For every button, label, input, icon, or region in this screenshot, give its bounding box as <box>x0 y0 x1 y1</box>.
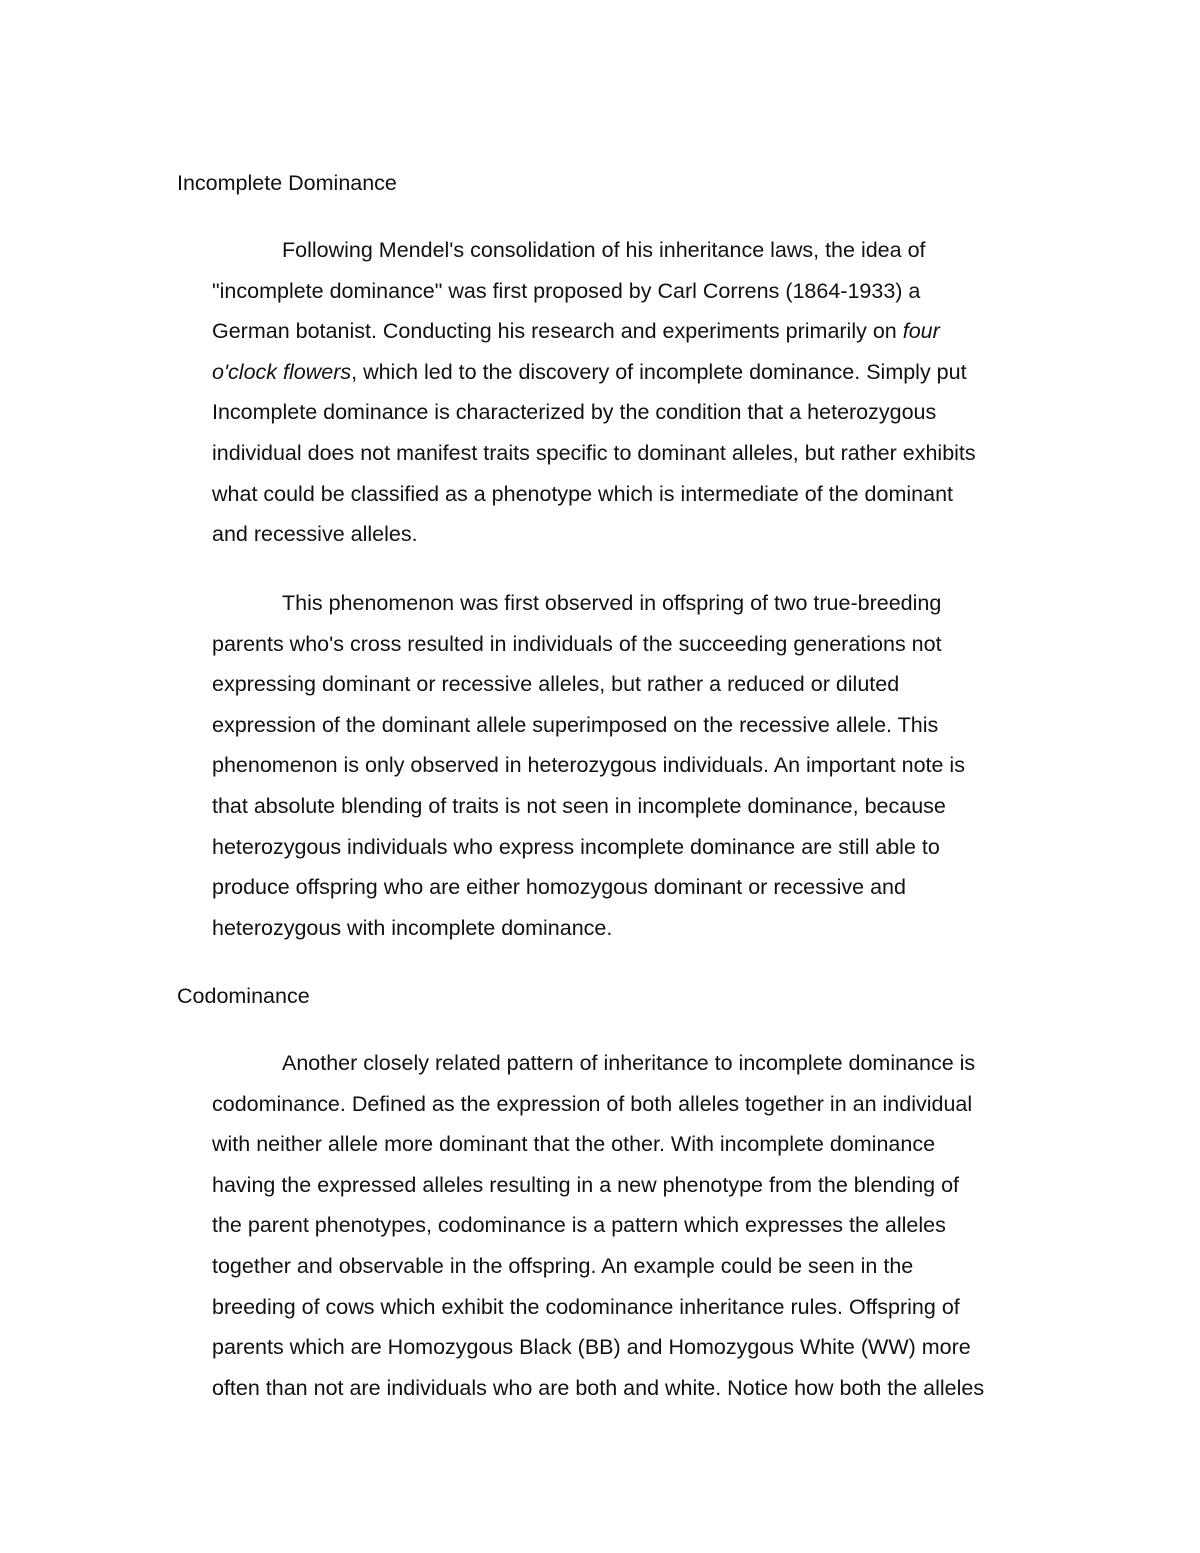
text-line: parents which are Homozygous Black (BB) and Homozygous White (WW) more <box>212 1335 971 1360</box>
text-line: individual does not manifest traits specific to dominant alleles, but rather exhibits <box>212 440 976 465</box>
text-line: the parent phenotypes, codominance is a pattern which expresses the alleles <box>212 1213 946 1238</box>
text-line: heterozygous with incomplete dominance. <box>212 915 613 940</box>
text-line: phenomenon is only observed in heterozygous individuals. An important note is <box>212 753 965 778</box>
text-line: and recessive alleles. <box>212 522 418 547</box>
text-line: what could be classified as a phenotype which is intermediate of the dominant <box>212 481 953 506</box>
text-line: breeding of cows which exhibit the codominance inheritance rules. Offspring of <box>212 1294 960 1319</box>
text-line: together and observable in the offspring. An example could be seen in the <box>212 1253 914 1278</box>
paragraph-incomplete-dominance-observation <box>212 583 1072 948</box>
text-line: that absolute blending of traits is not seen in incomplete dominance, because <box>212 793 946 818</box>
section-heading-incomplete-dominance: Incomplete Dominance <box>177 171 397 195</box>
text-line <box>212 352 1072 393</box>
text-line: with neither allele more dominant that the other. With incomplete dominance <box>212 1132 936 1157</box>
text-line: often than not are individuals who are both and white. Notice how both the alleles <box>212 1375 985 1400</box>
text-line: produce offspring who are either homozygous dominant or recessive and <box>212 875 906 900</box>
text-line: expressing dominant or recessive alleles, but rather a reduced or diluted <box>212 672 900 697</box>
text-line: Another closely related pattern of inheritance to incomplete dominance is <box>282 1051 976 1075</box>
italic-term: four <box>902 319 940 344</box>
text-line: This phenomenon was first observed in offspring of two true-breeding <box>282 591 942 615</box>
text-line: Following Mendel's consolidation of his inheritance laws, the idea of <box>282 238 926 262</box>
text-line: codominance. Defined as the expression of both alleles together in an individual <box>212 1091 973 1116</box>
text-line: parents who's cross resulted in individuals of the succeeding generations not <box>212 631 942 656</box>
paragraph-codominance <box>212 1043 1072 1408</box>
paragraph-incomplete-dominance-intro <box>212 230 1072 555</box>
text-run: , which led to the discovery of incomplete dominance. Simply put <box>351 359 967 384</box>
text-line: having the expressed alleles resulting in a new phenotype from the blending of <box>212 1172 960 1197</box>
text-line: "incomplete dominance" was first proposed by Carl Correns (1864-1933) a <box>212 278 921 303</box>
text-line <box>212 311 1072 352</box>
text-line: heterozygous individuals who express incomplete dominance are still able to <box>212 834 940 859</box>
text-line: expression of the dominant allele superimposed on the recessive allele. This <box>212 712 939 737</box>
italic-term: o'clock flowers <box>212 359 352 384</box>
text-line: Incomplete dominance is characterized by the condition that a heterozygous <box>212 400 937 425</box>
section-heading-codominance: Codominance <box>177 984 310 1008</box>
text-run: German botanist. Conducting his research and experiments primarily on <box>212 319 903 344</box>
